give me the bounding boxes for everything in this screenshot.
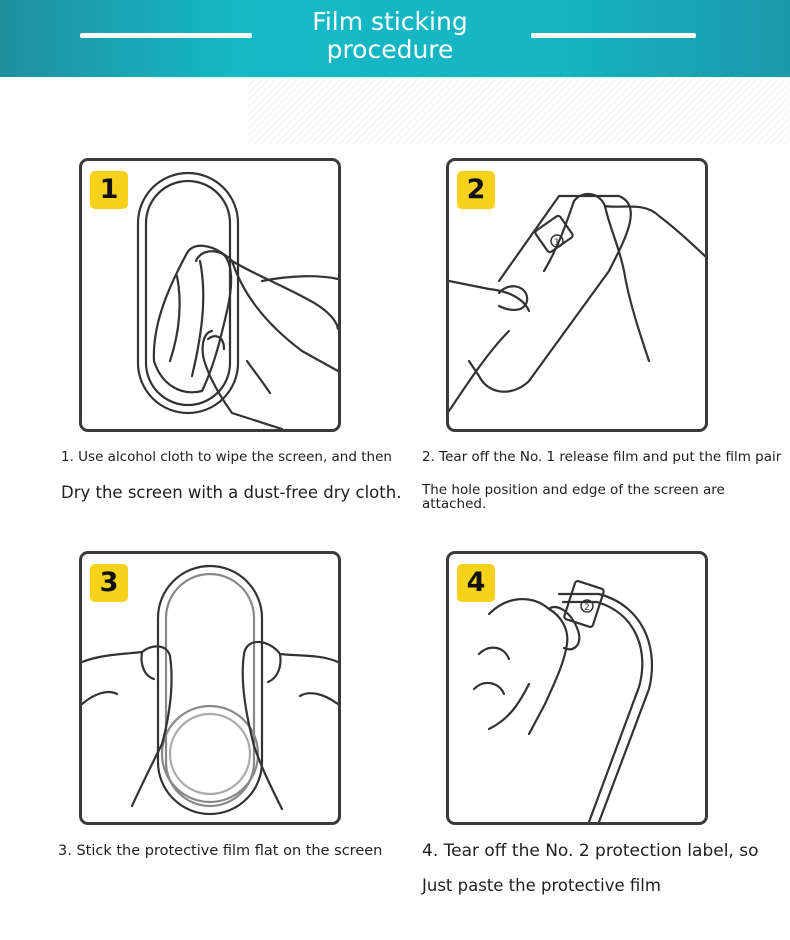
- step-2-caption-line-3: attached.: [422, 496, 487, 512]
- step-3-badge: 3: [90, 564, 128, 602]
- step-2-badge: 2: [457, 171, 495, 209]
- step-4-caption-line-1: 4. Tear off the No. 2 protection label, so: [422, 841, 759, 861]
- step-2-caption-line-2: The hole position and edge of the screen are: [422, 482, 725, 498]
- header-divider-left: [80, 33, 252, 38]
- header-banner: [0, 0, 790, 77]
- step-1-caption-line-1: 1. Use alcohol cloth to wipe the screen, and then: [61, 449, 392, 465]
- release-film-label-1: 1: [554, 238, 560, 248]
- step-4-panel: [446, 551, 708, 825]
- page-title: [255, 8, 525, 64]
- step-1-badge: 1: [90, 171, 128, 209]
- protection-label-2: 2: [584, 603, 590, 613]
- step-2-panel: [446, 158, 708, 432]
- step-1-caption-line-2: Dry the screen with a dust-free dry cloth.: [61, 483, 402, 502]
- header-divider-right: [531, 33, 696, 38]
- title-line-1: Film sticking: [312, 7, 468, 36]
- step-4-badge: 4: [457, 564, 495, 602]
- step-3-panel: [79, 551, 341, 825]
- step-1-panel: [79, 158, 341, 432]
- step-4-caption-line-2: Just paste the protective film: [422, 876, 661, 895]
- step-3-caption-line-1: 3. Stick the protective film flat on the screen: [58, 843, 383, 859]
- decorative-hatch: [248, 78, 790, 144]
- step-2-caption-line-1: 2. Tear off the No. 1 release film and put the film pair: [422, 449, 782, 465]
- title-line-2: procedure: [326, 35, 454, 64]
